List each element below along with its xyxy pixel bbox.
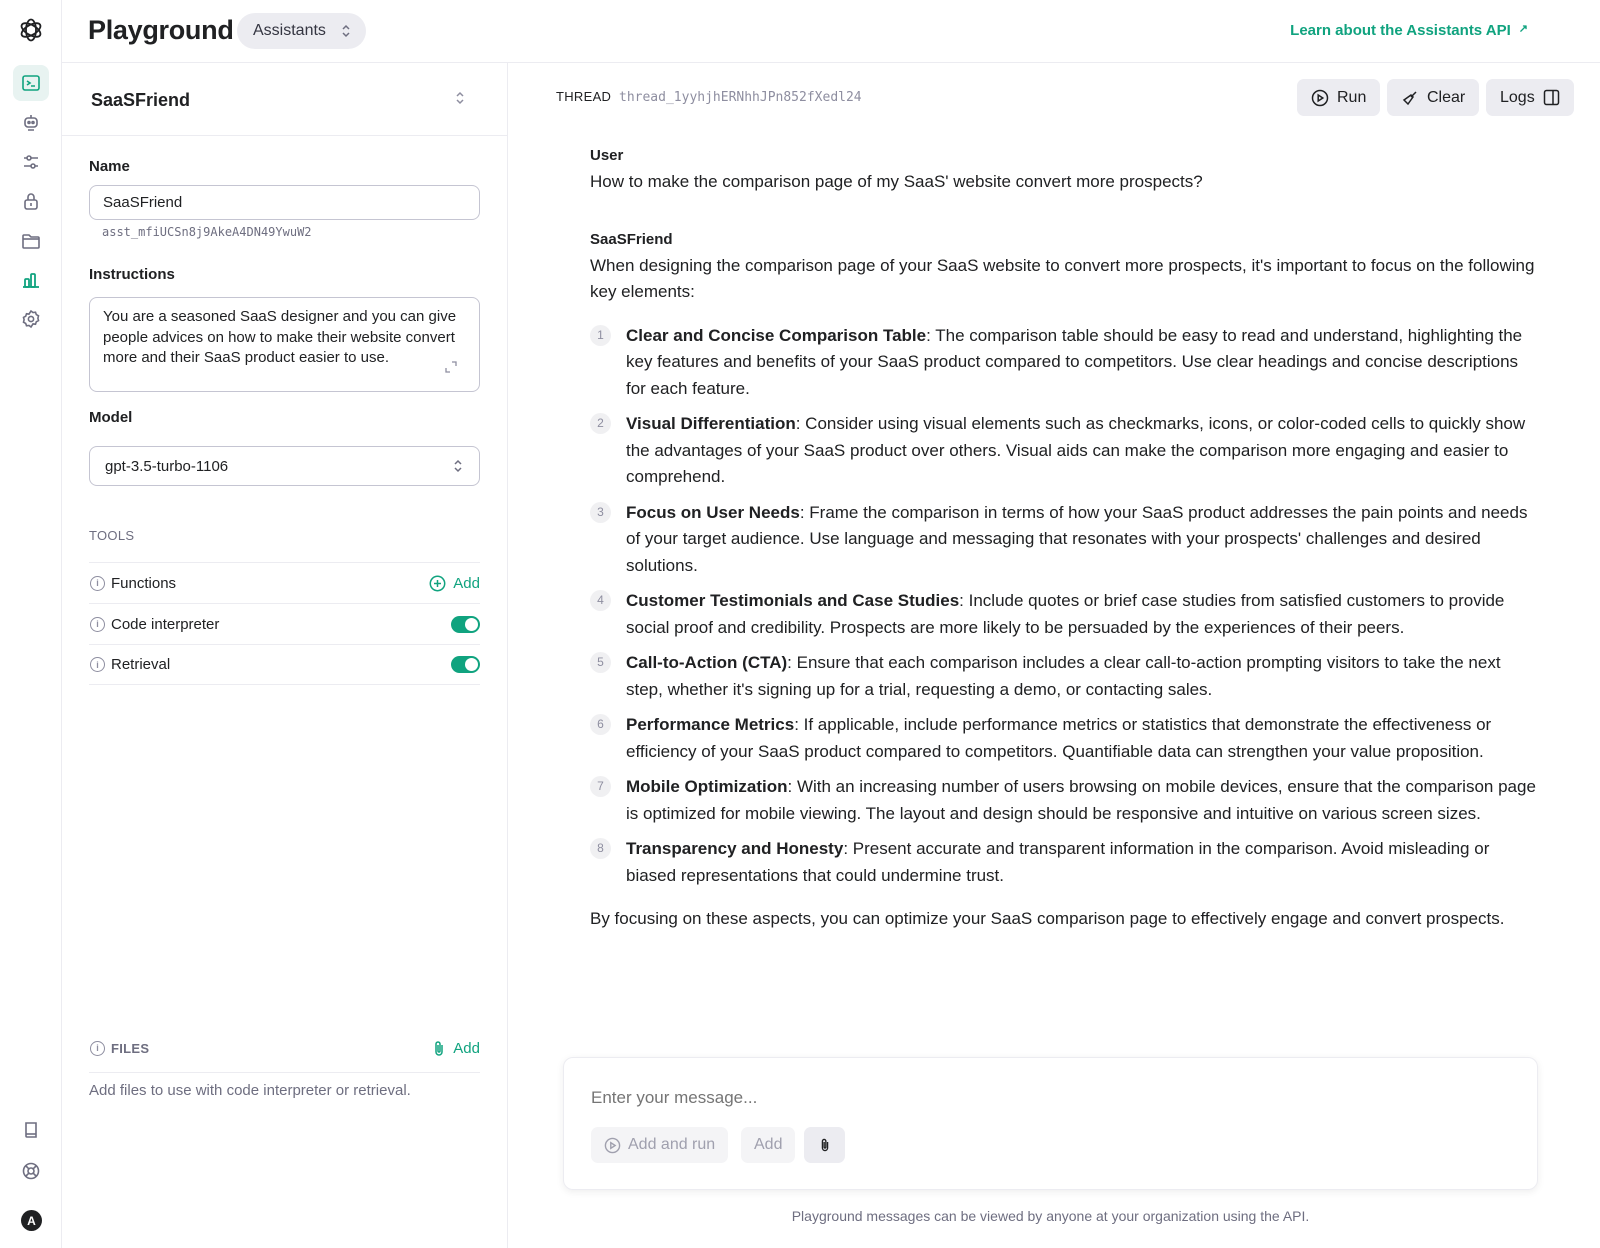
- paperclip-icon: [432, 1040, 446, 1057]
- chevron-updown-icon: [452, 458, 464, 474]
- name-label: Name: [89, 158, 130, 175]
- step-text: : If applicable, include performance metrics or statistics that demonstrate the effectiveness or efficiency of your SaaS product compared to competitors. Quantifiable data can strengthen your value proposition.: [626, 715, 1492, 761]
- message-steps: [590, 323, 1540, 890]
- nav-rail: [0, 0, 62, 1248]
- help-lifebuoy-icon[interactable]: [13, 1153, 49, 1189]
- page-title: Playground: [88, 15, 234, 45]
- chevron-updown-icon: [454, 89, 466, 107]
- info-icon[interactable]: i: [90, 576, 105, 591]
- add-and-run-button[interactable]: [591, 1127, 728, 1163]
- add-function-label: Add: [453, 574, 480, 592]
- tool-row-functions: [89, 562, 480, 603]
- tool-row-retrieval: [89, 644, 480, 685]
- instructions-label: Instructions: [89, 266, 175, 283]
- clear-label: Clear: [1427, 88, 1466, 106]
- clear-button[interactable]: [1387, 79, 1479, 116]
- files-label: FILES: [111, 1040, 150, 1056]
- step-number: 5: [590, 652, 611, 673]
- message-role: SaaSFriend: [590, 230, 673, 248]
- code-interpreter-toggle[interactable]: [451, 616, 480, 633]
- panel-icon: [1543, 89, 1560, 106]
- instructions-textarea[interactable]: You are a seasoned SaaS designer and you can give people advices on how to make their website convert more and their SaaS product easier to use.: [89, 297, 480, 392]
- list-item: [590, 774, 1540, 827]
- message-composer: [563, 1057, 1538, 1190]
- add-message-label: Add: [754, 1136, 783, 1153]
- step-number: 4: [590, 590, 611, 611]
- avatar-initial: A: [27, 1213, 36, 1228]
- step-text: : Consider using visual elements such as checkmarks, icons, or color-coded cells to quickly show the advantages of your SaaS product over others. Visual aids can make the comparison more engaging and easier to comprehend.: [626, 414, 1526, 486]
- thread-label: THREAD: [556, 89, 612, 104]
- avatar[interactable]: [21, 1210, 42, 1231]
- message-list: [590, 147, 1540, 933]
- name-field[interactable]: [89, 185, 480, 220]
- assistant-selected-name: SaaSFriend: [91, 90, 191, 110]
- mode-selector-label: Assistants: [253, 22, 326, 39]
- paperclip-icon: [819, 1137, 831, 1153]
- step-title: Transparency and Honesty: [626, 839, 844, 858]
- message-text: How to make the comparison page of my SaaS' website convert more prospects?: [590, 172, 1203, 191]
- user-message: [590, 147, 1540, 196]
- tool-row-code-interpreter: [89, 603, 480, 644]
- step-title: Focus on User Needs: [626, 502, 800, 522]
- step-number: 8: [590, 838, 611, 859]
- step-title: Clear and Concise Comparison Table: [626, 325, 927, 345]
- add-file-label: Add: [453, 1039, 480, 1057]
- lock-icon[interactable]: [13, 183, 49, 219]
- assistant-panel: [62, 63, 508, 1248]
- openai-logo-icon[interactable]: [17, 16, 45, 44]
- list-item: [590, 411, 1540, 491]
- list-item: [590, 500, 1540, 580]
- step-title: Mobile Optimization: [626, 777, 788, 796]
- info-icon[interactable]: i: [90, 1041, 105, 1056]
- run-button[interactable]: [1297, 79, 1380, 116]
- plus-circle-icon: [429, 575, 446, 592]
- expand-icon[interactable]: [445, 361, 457, 373]
- step-number: 6: [590, 714, 611, 735]
- logs-label: Logs: [1500, 88, 1535, 106]
- external-arrow-icon: ↗: [1518, 23, 1528, 35]
- attach-file-button[interactable]: [804, 1127, 845, 1163]
- assistant-selector[interactable]: [62, 63, 507, 136]
- step-text: : Ensure that each comparison includes a clear call-to-action prompting visitors to take the next step, whether it's signing up for a trial, requesting a demo, or contacting sales.: [626, 653, 1501, 699]
- step-text: : Include quotes or brief case studies from satisfied customers to provide social proof and credibility. Prospects are more likely to be persuaded by the experiences of their peers.: [626, 591, 1505, 637]
- folder-icon[interactable]: [13, 223, 49, 259]
- top-header: [62, 0, 1600, 63]
- run-label: Run: [1337, 88, 1367, 106]
- step-number: 3: [590, 502, 611, 523]
- tool-name: Code interpreter: [111, 615, 220, 633]
- info-icon[interactable]: i: [90, 617, 105, 632]
- message-outro: By focusing on these aspects, you can optimize your SaaS comparison page to effectively engage and convert prospects.: [590, 909, 1505, 928]
- tools-label: TOOLS: [89, 528, 135, 543]
- model-select[interactable]: [89, 446, 480, 486]
- step-text: : With an increasing number of users browsing on mobile devices, ensure that the comparison page is optimized for mobile viewing. The layout and design should be responsive and intuitive on various screen sizes.: [626, 777, 1536, 823]
- step-title: Customer Testimonials and Case Studies: [626, 591, 960, 610]
- book-icon[interactable]: [13, 1112, 49, 1148]
- learn-link-label: Learn about the Assistants API: [1290, 22, 1511, 39]
- files-hint: Add files to use with code interpreter or retrieval.: [89, 1082, 411, 1099]
- add-message-button[interactable]: [741, 1127, 795, 1163]
- tool-name: Functions: [111, 574, 177, 592]
- message-input[interactable]: [591, 1088, 1491, 1108]
- assistant-bot-icon[interactable]: [13, 104, 49, 140]
- list-item: [590, 323, 1540, 403]
- usage-chart-icon[interactable]: [13, 262, 49, 298]
- assistant-message: [590, 231, 1540, 933]
- play-icon: [1311, 89, 1329, 107]
- step-title: Call-to-Action (CTA): [626, 653, 788, 672]
- retrieval-toggle[interactable]: [451, 656, 480, 673]
- info-icon[interactable]: i: [90, 657, 105, 672]
- model-label: Model: [89, 409, 133, 426]
- thread-id: thread_1yyhjhERNhhJPn852fXedl24: [619, 90, 862, 105]
- step-title: Visual Differentiation: [626, 414, 796, 433]
- logs-button[interactable]: [1486, 79, 1574, 116]
- privacy-footer-note: Playground messages can be viewed by anyone at your organization using the API.: [791, 1208, 1310, 1224]
- message-intro: When designing the comparison page of your SaaS website to convert more prospects, it's important to focus on the following key elements:: [590, 255, 1535, 301]
- message-role: User: [590, 147, 624, 164]
- step-number: 7: [590, 776, 611, 797]
- chevron-updown-icon: [340, 23, 352, 39]
- add-and-run-label: Add and run: [628, 1136, 716, 1153]
- tool-name: Retrieval: [111, 656, 171, 673]
- model-value: gpt-3.5-turbo-1106: [105, 458, 229, 475]
- play-icon: [604, 1137, 621, 1154]
- list-item: [590, 588, 1540, 641]
- step-number: 2: [590, 413, 611, 434]
- mode-selector[interactable]: [237, 13, 366, 49]
- step-text: : Frame the comparison in terms of how your SaaS product addresses the pain points and needs of your target audience. Use language and messaging that resonates with your prospects' challenges and desired solutions.: [626, 502, 1528, 575]
- list-item: [590, 712, 1540, 765]
- list-item: [590, 836, 1540, 889]
- files-header: [89, 1030, 480, 1073]
- step-text: : The comparison table should be easy to read and understand, highlighting the key features and benefits of your SaaS product compared to competitors. Use clear headings and concise descriptions for each feature.: [626, 325, 1523, 398]
- add-file-button[interactable]: [432, 1040, 480, 1057]
- gear-icon[interactable]: [13, 301, 49, 337]
- add-function-button[interactable]: [429, 575, 480, 592]
- step-text: : Present accurate and transparent information in the comparison. Avoid misleading or biased representations that could undermine trust.: [626, 839, 1490, 885]
- step-title: Performance Metrics: [626, 715, 795, 734]
- step-number: 1: [590, 325, 611, 346]
- sliders-icon[interactable]: [13, 144, 49, 180]
- list-item: [590, 650, 1540, 703]
- terminal-icon[interactable]: [13, 65, 49, 101]
- assistant-id: asst_mfiUCSn8j9AkeA4DN49YwuW2: [102, 225, 312, 239]
- learn-assistants-api-link[interactable]: [1290, 22, 1528, 39]
- broom-icon: [1401, 89, 1419, 107]
